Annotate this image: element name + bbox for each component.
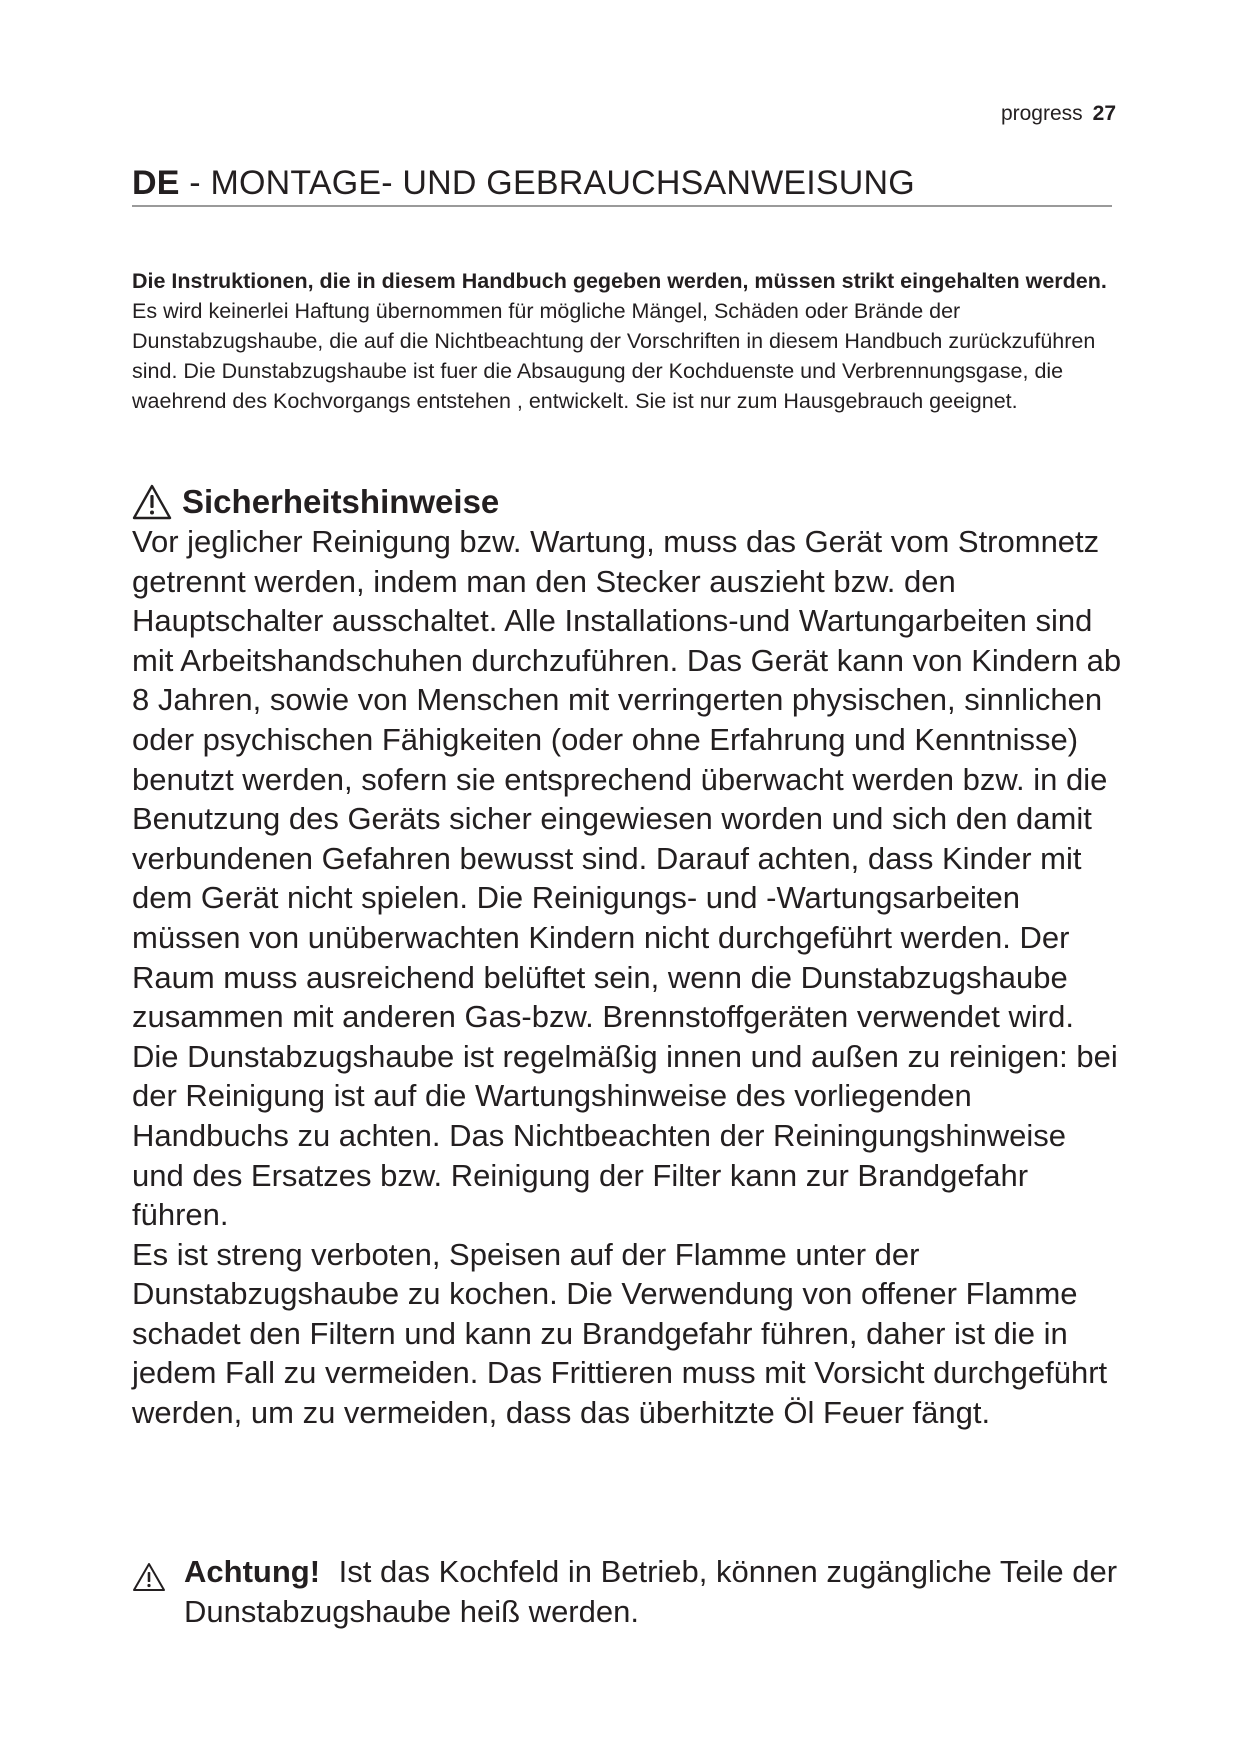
- brand-name: progress: [1000, 102, 1083, 125]
- document-title: [132, 163, 1112, 203]
- caution-note: [132, 1552, 1122, 1632]
- intro-bold-lead: Die Instruktionen, die in diesem Handbuch gegeben werden, müssen strikt eingehalten werden.: [132, 269, 1107, 293]
- page-number: 27: [1092, 102, 1116, 125]
- safety-paragraph-2: Es ist streng verboten, Speisen auf der Flamme unter der Dunstabzugshaube zu kochen. Die Verwendung von offener Flamme schadet den Filtern und kann zu Brandgefahr führen, daher ist die in jedem Fall zu vermeiden. Das Frittieren muss mit Vorsicht durchgeführt werden, um zu vermeiden, dass das überhitzte Öl Feuer fängt.: [132, 1236, 1108, 1431]
- caution-text: Ist das Kochfeld in Betrieb, können zugängliche Teile der Dunstabzugshaube heiß werden.: [184, 1554, 1118, 1629]
- warning-triangle-icon: [132, 1562, 166, 1592]
- title-divider: [132, 205, 1112, 207]
- caution-text-block: [184, 1552, 1122, 1632]
- warning-triangle-icon: [132, 484, 172, 520]
- intro-paragraph: [132, 266, 1117, 416]
- language-code: DE: [132, 164, 180, 202]
- safety-paragraph-1: Vor jeglicher Reinigung bzw. Wartung, muss das Gerät vom Stromnetz getrennt werden, indem man den Stecker auszieht bzw. den Hauptschalter ausschaltet. Alle Installations-und Wartungarbeiten sind mit Arbeitshandschuhen durchzuführen. Das Gerät kann von Kindern ab 8 Jahren, sowie von Menschen mit verringerten physischen, sinnlichen oder psychischen Fähigkeiten (oder ohne Erfahrung und Kenntnisse) benutzt werden, sofern sie entsprechend überwacht werden bzw. in die Benutzung des Geräts sicher eingewiesen worden und sich den damit verbundenen Gefahren bewusst sind. Darauf achten, dass Kinder mit dem Gerät nicht spielen. Die Reinigungs- und -Wartungsarbeiten müssen von unüberwachten Kindern nicht durchgeführt werden. Der Raum muss ausreichend belüftet sein, wenn die Dunstabzugshaube zusammen mit anderen Gas-bzw. Brennstoffgeräten verwendet wird. Die Dunstabzugshaube ist regelmäßig innen und außen zu reinigen: bei der Reinigung ist auf die Wartungshinweise des vorliegenden Handbuchs zu achten. Das Nichtbeachten der Reiningungshinweise und des Ersatzes bzw. Reinigung der Filter kann zur Brandgefahr führen.: [132, 524, 1122, 1233]
- safety-body: [132, 522, 1122, 1433]
- safety-section-heading: [132, 480, 499, 524]
- running-header: [1001, 102, 1116, 126]
- safety-heading-text: Sicherheitshinweise: [182, 483, 500, 520]
- intro-text: Es wird keinerlei Haftung übernommen für mögliche Mängel, Schäden oder Brände der Dunstabzugshaube, die auf die Nichtbeachtung der Vorschriften in diesem Handbuch zurückzuführen sind. Die Dunstabzugshaube ist fuer die Absaugung der Kochduenste und Verbrennungsgase, die waehrend des Kochvorgangs entstehen , entwickelt. Sie ist nur zum Hausgebrauch geeignet.: [132, 299, 1096, 413]
- document-title-text: - MONTAGE- UND GEBRAUCHSANWEISUNG: [179, 164, 915, 202]
- caution-label: Achtung!: [184, 1554, 321, 1589]
